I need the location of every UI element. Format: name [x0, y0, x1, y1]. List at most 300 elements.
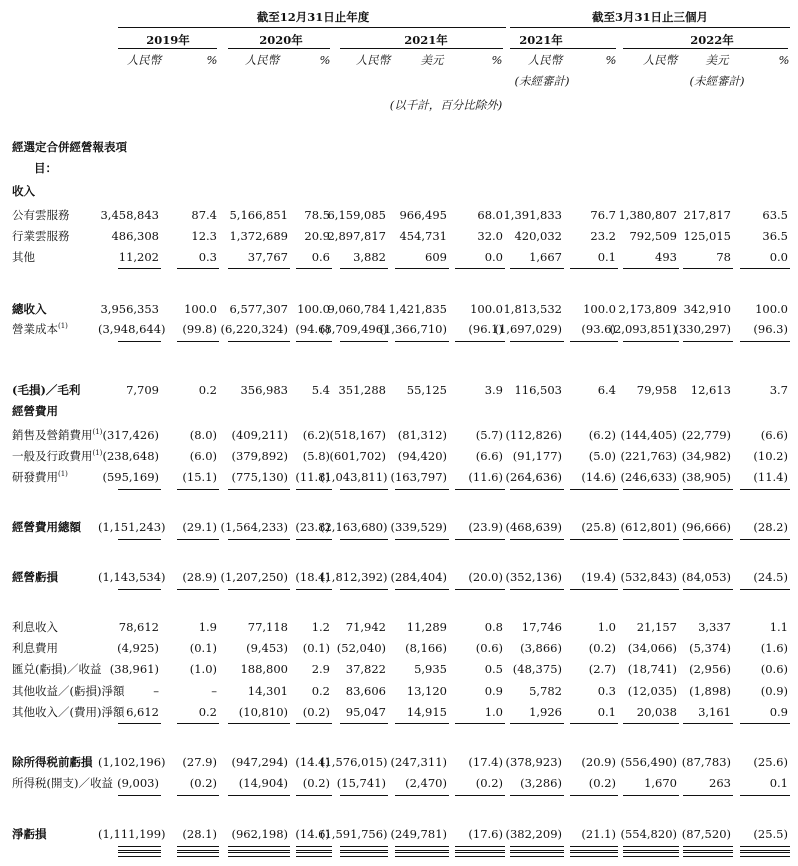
cell-value: 71,942 — [345, 620, 386, 634]
cell-value: 1.1 — [769, 620, 788, 634]
cell-value: 1,667 — [529, 250, 562, 264]
row-label: 銷售及營銷費用$^{(1)}$ — [12, 428, 103, 442]
cell-value: (1,111,199) — [98, 827, 166, 841]
cell-value: 1,391,833 — [503, 208, 562, 222]
cell-value: 12,613 — [690, 383, 731, 397]
footnote-marker: (1) — [58, 470, 68, 479]
subtotal-rule — [455, 341, 505, 342]
cell-value: (0.1) — [302, 641, 330, 655]
cell-value: (20.0) — [468, 570, 503, 584]
subtotal-rule — [455, 268, 505, 269]
cell-value: 6,612 — [126, 705, 159, 719]
cell-value: 0.0 — [484, 250, 503, 264]
cell-value: (1.6) — [760, 641, 788, 655]
year-2020: 2020年 — [259, 33, 303, 47]
subtotal-rule — [455, 723, 505, 724]
cell-value: 217,817 — [683, 208, 731, 222]
cell-value: (1,898) — [689, 684, 731, 698]
cell-value: (6.0) — [189, 449, 217, 463]
total-double-rule — [455, 852, 505, 857]
subtotal-rule — [683, 268, 733, 269]
cell-value: (96,666) — [681, 520, 731, 534]
cell-value: (81,312) — [397, 428, 447, 442]
unit-label: % — [206, 53, 218, 67]
cell-value: (1,143,534) — [98, 570, 166, 584]
cell-value: (249,781) — [390, 827, 447, 841]
cell-value: (52,040) — [336, 641, 386, 655]
cell-value: 3,161 — [698, 705, 731, 719]
subtotal-rule — [340, 268, 388, 269]
cell-value: 0.9 — [769, 705, 788, 719]
row-label: 行業雲服務 — [12, 229, 70, 243]
unit-label: 人民幣 — [355, 53, 391, 67]
subtotal-rule — [177, 589, 219, 590]
year-2019-rule — [118, 48, 217, 49]
cell-value: 6.4 — [597, 383, 616, 397]
subtotal-rule — [510, 723, 564, 724]
total-double-rule — [177, 852, 219, 857]
cell-value: 0.9 — [484, 684, 503, 698]
total-double-rule — [740, 846, 790, 851]
row-label: 經營費用總額 — [12, 520, 81, 534]
row-label: 其他收益／(虧損)淨額 — [12, 684, 125, 698]
cell-value: (87,783) — [681, 755, 731, 769]
cell-value: 0.1 — [769, 776, 788, 790]
cell-value: 188,800 — [240, 662, 288, 676]
cell-value: (0.2) — [302, 776, 330, 790]
cell-value: (1,151,243) — [98, 520, 166, 534]
cell-value: (87,520) — [681, 827, 731, 841]
cell-value: 0.6 — [311, 250, 330, 264]
cell-value: 78,612 — [118, 620, 159, 634]
cell-value: 1,670 — [644, 776, 677, 790]
header-group-3m-rule — [510, 27, 790, 28]
cell-value: – — [153, 684, 159, 698]
cell-value: (246,633) — [620, 470, 677, 484]
cell-value: 79,958 — [636, 383, 677, 397]
section-title: 經選定合併經營報表項 — [12, 140, 127, 154]
subtotal-rule — [570, 723, 618, 724]
cell-value: (11.4) — [753, 470, 788, 484]
row-label: (毛損)／毛利 — [12, 383, 81, 397]
cell-value: 12.3 — [191, 229, 217, 243]
unit-label: % — [491, 53, 503, 67]
subtotal-rule — [395, 341, 449, 342]
unit-label: % — [778, 53, 790, 67]
cell-value: 2.9 — [311, 662, 330, 676]
cell-value: 78 — [716, 250, 731, 264]
cell-value: 609 — [425, 250, 447, 264]
cell-value: 63.5 — [762, 208, 788, 222]
subtotal-rule — [455, 539, 505, 540]
row-label: 經營虧損 — [12, 570, 58, 584]
cell-value: (0.2) — [189, 776, 217, 790]
cell-value: 5,166,851 — [229, 208, 288, 222]
cell-value: (2,093,851) — [609, 322, 677, 336]
total-double-rule — [623, 846, 679, 851]
subtotal-rule — [683, 341, 733, 342]
cell-value: (247,311) — [390, 755, 447, 769]
cell-value: (24.5) — [753, 570, 788, 584]
cell-value: 2,897,817 — [327, 229, 386, 243]
header-group-year: 截至12月31日止年度 — [256, 10, 370, 24]
cell-value: 13,120 — [406, 684, 447, 698]
subtotal-rule — [228, 589, 290, 590]
subtotal-rule — [296, 489, 332, 490]
cell-value: (284,404) — [390, 570, 447, 584]
cell-value: 3.9 — [484, 383, 503, 397]
cell-value: (1.0) — [189, 662, 217, 676]
cell-value: (1,591,756) — [320, 827, 388, 841]
cell-value: 454,731 — [399, 229, 447, 243]
cell-value: (10,810) — [238, 705, 288, 719]
subtotal-rule — [395, 539, 449, 540]
cell-value: (6.2) — [588, 428, 616, 442]
subtotal-rule — [228, 539, 290, 540]
year-2021-3m-rule — [510, 48, 616, 49]
cell-value: 100.0 — [184, 302, 217, 316]
cell-value: 0.2 — [198, 705, 217, 719]
subtotal-rule — [510, 268, 564, 269]
cell-value: (1,043,811) — [320, 470, 388, 484]
cell-value: (9,003) — [117, 776, 159, 790]
unit-label: 美元 — [705, 53, 729, 67]
footnote-marker: (1) — [92, 428, 103, 437]
subtotal-rule — [296, 795, 332, 796]
cell-value: 420,032 — [514, 229, 562, 243]
subtotal-rule — [296, 723, 332, 724]
cell-value: 6,159,085 — [327, 208, 386, 222]
cell-value: (2.7) — [588, 662, 616, 676]
subtotal-rule — [177, 539, 219, 540]
cell-value: (84,053) — [681, 570, 731, 584]
cell-value: 36.5 — [762, 229, 788, 243]
subtotal-rule — [623, 268, 679, 269]
cell-value: (96.1) — [468, 322, 503, 336]
cell-value: (6.6) — [475, 449, 503, 463]
cell-value: (12,035) — [627, 684, 677, 698]
cell-value: (221,763) — [620, 449, 677, 463]
cell-value: (947,294) — [231, 755, 288, 769]
cell-value: 100.0 — [470, 302, 503, 316]
cell-value: 1,421,835 — [388, 302, 447, 316]
year-2019: 2019年 — [146, 33, 190, 47]
cell-value: (518,167) — [329, 428, 386, 442]
cell-value: (962,198) — [231, 827, 288, 841]
total-double-rule — [683, 846, 733, 851]
cell-value: 263 — [709, 776, 731, 790]
subtotal-rule — [510, 539, 564, 540]
cell-value: (144,405) — [620, 428, 677, 442]
cell-value: (0.2) — [475, 776, 503, 790]
cell-value: (94.6) — [295, 322, 330, 336]
cell-value: 0.8 — [484, 620, 503, 634]
cell-value: (25.6) — [753, 755, 788, 769]
subtotal-rule — [455, 589, 505, 590]
cell-value: (409,211) — [231, 428, 288, 442]
cell-value: (34,066) — [627, 641, 677, 655]
cell-value: (112,826) — [505, 428, 562, 442]
cell-value: 68.0 — [477, 208, 503, 222]
cell-value: 78.5 — [304, 208, 330, 222]
cell-value: 21,157 — [636, 620, 677, 634]
subtotal-rule — [177, 341, 219, 342]
total-double-rule — [228, 852, 290, 857]
cell-value: (4,925) — [117, 641, 159, 655]
subtotal-rule — [177, 489, 219, 490]
cell-value: (1,812,392) — [320, 570, 388, 584]
cell-value: (556,490) — [620, 755, 677, 769]
row-label: 其他 — [12, 250, 35, 264]
cell-value: 100.0 — [583, 302, 616, 316]
cell-value: 3,337 — [698, 620, 731, 634]
cell-value: (17.4) — [468, 755, 503, 769]
cell-value: (94,420) — [397, 449, 447, 463]
cell-value: (11.6) — [468, 470, 503, 484]
row-label: 淨虧損 — [12, 827, 47, 841]
cell-value: (0.2) — [588, 776, 616, 790]
unit-label: 人民幣 — [642, 53, 678, 67]
row-label: 經營費用 — [12, 404, 58, 418]
subtotal-rule — [455, 489, 505, 490]
cell-value: (1,576,015) — [320, 755, 388, 769]
subtotal-rule — [340, 539, 388, 540]
cell-value: 77,118 — [247, 620, 288, 634]
unit-label: 人民幣 — [126, 53, 162, 67]
cell-value: 1.0 — [484, 705, 503, 719]
total-double-rule — [570, 846, 618, 851]
cell-value: (238,648) — [102, 449, 159, 463]
cell-value: 20.9 — [304, 229, 330, 243]
cell-value: (2,163,680) — [320, 520, 388, 534]
subtotal-rule — [340, 795, 388, 796]
subtotal-rule — [228, 268, 290, 269]
cell-value: (1,564,233) — [220, 520, 288, 534]
unit-note: (以千計，百分比除外) — [389, 98, 503, 112]
cell-value: 9,060,784 — [327, 302, 386, 316]
cell-value: (1,207,250) — [220, 570, 288, 584]
subtotal-rule — [570, 539, 618, 540]
cell-value: 7,709 — [126, 383, 159, 397]
subtotal-rule — [740, 723, 790, 724]
cell-value: (91,177) — [512, 449, 562, 463]
cell-value: 486,308 — [111, 229, 159, 243]
subtotal-rule — [177, 268, 219, 269]
row-label: 除所得税前虧損 — [12, 755, 93, 769]
total-double-rule — [455, 846, 505, 851]
year-2021-rule — [340, 48, 503, 49]
cell-value: 95,047 — [345, 705, 386, 719]
subtotal-rule — [570, 489, 618, 490]
cell-value: 14,301 — [247, 684, 288, 698]
cell-value: (48,375) — [512, 662, 562, 676]
cell-value: 76.7 — [590, 208, 616, 222]
total-double-rule — [177, 846, 219, 851]
cell-value: (20.9) — [581, 755, 616, 769]
subtotal-rule — [683, 795, 733, 796]
subtotal-rule — [683, 723, 733, 724]
row-label: 利息費用 — [12, 641, 58, 655]
total-double-rule — [340, 852, 388, 857]
cell-value: 6,577,307 — [229, 302, 288, 316]
row-label: 收入 — [12, 184, 35, 198]
cell-value: (0.6) — [475, 641, 503, 655]
cell-value: 342,910 — [683, 302, 731, 316]
subtotal-rule — [570, 268, 618, 269]
cell-value: 23.2 — [590, 229, 616, 243]
cell-value: (99.8) — [182, 322, 217, 336]
cell-value: 125,015 — [683, 229, 731, 243]
cell-value: (18,741) — [627, 662, 677, 676]
cell-value: – — [211, 684, 217, 698]
subtotal-rule — [623, 539, 679, 540]
cell-value: (379,892) — [231, 449, 288, 463]
cell-value: (378,923) — [505, 755, 562, 769]
cell-value: (9,453) — [246, 641, 288, 655]
cell-value: (14.4) — [295, 755, 330, 769]
subtotal-rule — [623, 489, 679, 490]
subtotal-rule — [118, 539, 161, 540]
year-2022-3m-rule — [623, 48, 788, 49]
subtotal-rule — [683, 589, 733, 590]
cell-value: 0.3 — [597, 684, 616, 698]
unit-label: 人民幣 — [527, 53, 563, 67]
cell-value: (10.2) — [753, 449, 788, 463]
cell-value: (264,636) — [505, 470, 562, 484]
total-double-rule — [340, 846, 388, 851]
header-group-3m: 截至3月31日止三個月 — [591, 10, 708, 24]
cell-value: 493 — [655, 250, 677, 264]
cell-value: 1,380,807 — [618, 208, 677, 222]
cell-value: (34,982) — [681, 449, 731, 463]
cell-value: (352,136) — [505, 570, 562, 584]
cell-value: (3,286) — [520, 776, 562, 790]
row-label: 營業成本$^{(1)}$ — [12, 322, 68, 336]
cell-value: 1.2 — [311, 620, 330, 634]
cell-value: (0.2) — [588, 641, 616, 655]
cell-value: (38,961) — [109, 662, 159, 676]
cell-value: 83,606 — [345, 684, 386, 698]
subtotal-rule — [296, 539, 332, 540]
subtotal-rule — [228, 795, 290, 796]
cell-value: (27.9) — [182, 755, 217, 769]
cell-value: 792,509 — [629, 229, 677, 243]
cell-value: (317,426) — [102, 428, 159, 442]
cell-value: 1.9 — [198, 620, 217, 634]
cell-value: 20,038 — [636, 705, 677, 719]
cell-value: (1,366,710) — [379, 322, 447, 336]
subtotal-rule — [177, 723, 219, 724]
cell-value: 3,882 — [353, 250, 386, 264]
subtotal-rule — [296, 589, 332, 590]
cell-value: 32.0 — [477, 229, 503, 243]
total-double-rule — [395, 846, 449, 851]
cell-value: 100.0 — [755, 302, 788, 316]
row-label: 匯兑(虧損)／收益 — [12, 662, 102, 676]
cell-value: (38,905) — [681, 470, 731, 484]
cell-value: 0.0 — [769, 250, 788, 264]
subtotal-rule — [740, 795, 790, 796]
cell-value: 1,926 — [529, 705, 562, 719]
subtotal-rule — [296, 268, 332, 269]
cell-value: 5.4 — [311, 383, 330, 397]
year-2022-3m: 2022年 — [690, 33, 734, 47]
cell-value: (28.1) — [182, 827, 217, 841]
unit-label: % — [319, 53, 331, 67]
subtotal-rule — [570, 341, 618, 342]
cell-value: (0.9) — [760, 684, 788, 698]
cell-value: (5.7) — [475, 428, 503, 442]
total-double-rule — [510, 846, 564, 851]
total-double-rule — [570, 852, 618, 857]
total-double-rule — [510, 852, 564, 857]
cell-value: 1,813,532 — [503, 302, 562, 316]
cell-value: (29.1) — [182, 520, 217, 534]
subtotal-rule — [683, 489, 733, 490]
total-double-rule — [395, 852, 449, 857]
cell-value: 116,503 — [514, 383, 562, 397]
cell-value: (23.9) — [468, 520, 503, 534]
cell-value: (17.6) — [468, 827, 503, 841]
unaudited-label: (未經審計) — [514, 74, 570, 88]
cell-value: (6,220,324) — [220, 322, 288, 336]
year-2020-rule — [228, 48, 330, 49]
row-label: 其他收入／(費用)淨額 — [12, 705, 125, 719]
cell-value: 11,289 — [406, 620, 447, 634]
cell-value: 3,956,353 — [100, 302, 159, 316]
cell-value: 5,935 — [414, 662, 447, 676]
cell-value: 1.0 — [597, 620, 616, 634]
cell-value: (601,702) — [329, 449, 386, 463]
cell-value: (5.0) — [588, 449, 616, 463]
subtotal-rule — [510, 489, 564, 490]
subtotal-rule — [296, 341, 332, 342]
cell-value: 351,288 — [338, 383, 386, 397]
cell-value: (8,709,496) — [320, 322, 388, 336]
cell-value: (532,843) — [620, 570, 677, 584]
cell-value: 37,822 — [345, 662, 386, 676]
cell-value: (6.6) — [760, 428, 788, 442]
subtotal-rule — [683, 539, 733, 540]
subtotal-rule — [340, 341, 388, 342]
row-label: 研發費用$^{(1)}$ — [12, 470, 68, 484]
cell-value: 2,173,809 — [618, 302, 677, 316]
total-double-rule — [118, 852, 161, 857]
cell-value: (3,948,644) — [98, 322, 166, 336]
cell-value: 356,983 — [240, 383, 288, 397]
cell-value: 11,202 — [118, 250, 159, 264]
cell-value: (0.6) — [760, 662, 788, 676]
subtotal-rule — [340, 723, 388, 724]
cell-value: (5.8) — [302, 449, 330, 463]
cell-value: (14.6) — [581, 470, 616, 484]
total-double-rule — [296, 846, 332, 851]
row-label: 一般及行政費用$^{(1)}$ — [12, 449, 103, 463]
cell-value: (23.8) — [295, 520, 330, 534]
subtotal-rule — [510, 341, 564, 342]
cell-value: (2,956) — [689, 662, 731, 676]
cell-value: (0.2) — [302, 705, 330, 719]
row-label: 總收入 — [12, 302, 47, 316]
cell-value: 14,915 — [406, 705, 447, 719]
cell-value: 1,372,689 — [229, 229, 288, 243]
cell-value: (28.9) — [182, 570, 217, 584]
subtotal-rule — [740, 268, 790, 269]
subtotal-rule — [740, 589, 790, 590]
cell-value: (775,130) — [231, 470, 288, 484]
total-double-rule — [296, 852, 332, 857]
subtotal-rule — [740, 341, 790, 342]
